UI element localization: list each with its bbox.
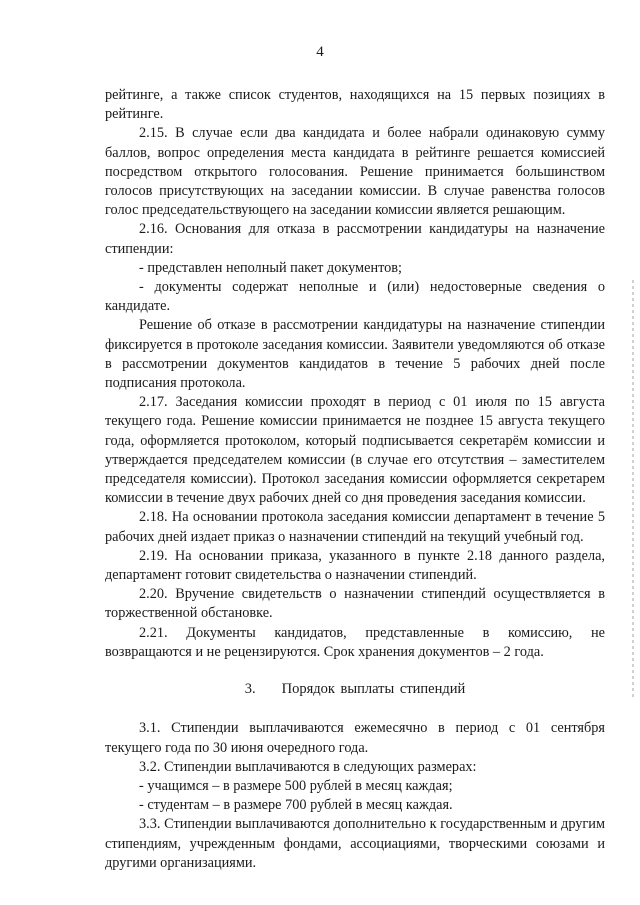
list-item-incomplete-package: - представлен неполный пакет документов; [139, 259, 403, 276]
list-item-invalid-documents: - документы содержат неполные и (или) недостоверные сведения о кандидате. [105, 279, 605, 315]
paragraph-2-16: 2.16. Основания для отказа в рассмотрении кандидатуры на назначение стипендии: [105, 221, 605, 257]
paragraph-2-17: 2.17. Заседания комиссии проходят в период с 01 июля по 15 августа текущего года. Решение комиссии принимается не позднее 15 августа текущего года, оформляется протоколом, который подписывается секретарём комиссии и утверждается председателем комиссии (в случае его отсутствия – заместителем председателя комиссии). Протокол заседания комиссии оформляется секретарем комиссии в течение двух рабочих дней со дня проведения заседания комиссии. [105, 394, 605, 507]
paragraph-refusal-decision: Решение об отказе в рассмотрении кандидатуры на назначение стипендии фиксируется в протоколе заседания комиссии. Заявители уведомляются об отказе в рассмотрении документов кандидатов в течение 5 рабочих дней после подписания протокола. [105, 317, 605, 392]
paragraph-3-1: 3.1. Стипендии выплачиваются ежемесячно в период с 01 сентября текущего года по 30 июня очередного года. [105, 720, 605, 756]
scan-edge-mark [632, 280, 634, 700]
paragraph-2-19: 2.19. На основании приказа, указанного в пункте 2.18 данного раздела, департамент готовит свидетельства о назначении стипендий. [105, 547, 605, 584]
paragraph-3-2: 3.2. Стипендии выплачиваются в следующих размерах: [139, 758, 477, 775]
list-item-pupils: - учащимся – в размере 500 рублей в месяц каждая; [139, 777, 453, 794]
section-title: Порядок выплаты стипендий [281, 681, 466, 698]
paragraph-2-15: 2.15. В случае если два кандидата и более набрали одинаковую сумму баллов, вопрос определения места кандидата в рейтинге решается комиссией посредством открытого голосования. Решение принимается большинством голосов присутствующих на заседании комиссии. В случае равенства голосов голос председательствующего на заседании комиссии является решающим. [105, 125, 605, 219]
paragraph-2-18: 2.18. На основании протокола заседания комиссии департамент в течение 5 рабочих дней издает приказ о назначении стипендий на текущий учебный год. [105, 509, 605, 545]
paragraph-rating-continuation: рейтинге, а также список студентов, находящихся на 15 первых позициях в рейтинге. [105, 87, 605, 123]
paragraph-3-3: 3.3. Стипендии выплачиваются дополнительно к государственным и другим стипендиям, учрежденным фондами, ассоциациями, творческими союзами и другими организациями. [105, 816, 605, 871]
document-body [105, 86, 605, 873]
section-heading [105, 680, 605, 699]
paragraph-2-21: 2.21. Документы кандидатов, представленные в комиссию, не возвращаются и не рецензируются. Срок хранения документов – 2 года. [105, 624, 605, 660]
page-number: 4 [316, 44, 324, 60]
section-number: 3. [244, 681, 256, 698]
list-item-students: - студентам – в размере 700 рублей в месяц каждая. [139, 797, 453, 814]
paragraph-2-20: 2.20. Вручение свидетельств о назначении стипендий осуществляется в торжественной обстановке. [105, 586, 605, 622]
